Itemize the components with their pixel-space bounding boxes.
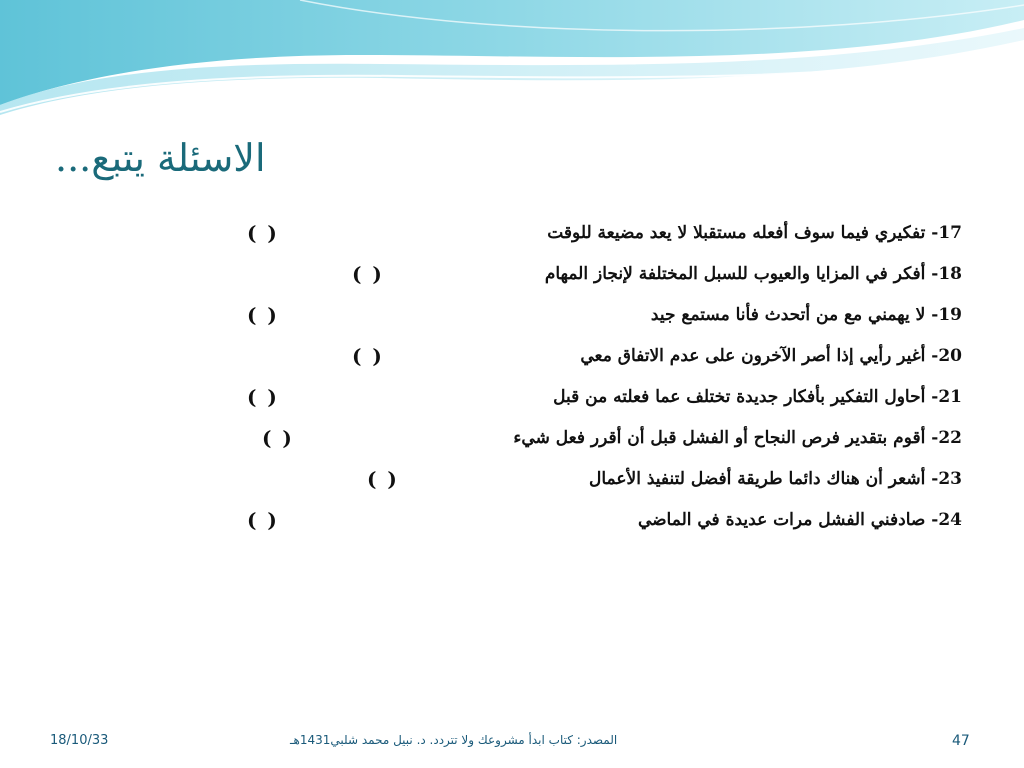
question-text: 20- أغير رأيي إذا أصر الآخرون على عدم الاتفاق معي <box>580 346 962 366</box>
question-text: 22- أقوم بتقدير فرص النجاح أو الفشل قبل أن أقرر فعل شيء <box>513 428 962 448</box>
slide-number: 47 <box>952 733 970 749</box>
question-text: 18- أفكر في المزايا والعيوب للسبل المختلفة لإنجاز المهام <box>544 264 962 284</box>
question-item-21 <box>62 379 962 419</box>
question-item-24 <box>62 502 962 542</box>
answer-parentheses[interactable]: ( ) <box>352 262 384 286</box>
answer-parentheses[interactable]: ( ) <box>352 344 384 368</box>
question-text: 23- أشعر أن هناك دائما طريقة أفضل لتنفيذ الأعمال <box>589 469 962 489</box>
question-text: 24- صادفني الفشل مرات عديدة في الماضي <box>637 510 962 530</box>
question-item-17 <box>62 215 962 255</box>
footer-date: 18/10/33 <box>50 733 109 748</box>
answer-parentheses[interactable]: ( ) <box>247 303 279 327</box>
question-item-22 <box>62 420 962 460</box>
question-item-18 <box>62 256 962 296</box>
question-text: 17- تفكيري فيما سوف أفعله مستقبلا لا يعد مضيعة للوقت <box>547 223 962 243</box>
footer-source: المصدر: كتاب ابدأ مشروعك ولا تتردد. د. نبيل محمد شلبي1431هـ <box>290 733 618 747</box>
question-item-23 <box>62 461 962 501</box>
question-item-20 <box>62 338 962 378</box>
answer-parentheses[interactable]: ( ) <box>247 221 279 245</box>
answer-parentheses[interactable]: ( ) <box>247 385 279 409</box>
answer-parentheses[interactable]: ( ) <box>247 508 279 532</box>
slide-title: الاسئلة يتبع... <box>55 136 266 180</box>
header-wave-decoration <box>0 0 1024 120</box>
answer-parentheses[interactable]: ( ) <box>262 426 294 450</box>
question-text: 21- أحاول التفكير بأفكار جديدة تختلف عما فعلته من قبل <box>553 387 962 407</box>
question-item-19 <box>62 297 962 337</box>
answer-parentheses[interactable]: ( ) <box>367 467 399 491</box>
question-text: 19- لا يهمني مع من أتحدث فأنا مستمع جيد <box>650 305 962 325</box>
